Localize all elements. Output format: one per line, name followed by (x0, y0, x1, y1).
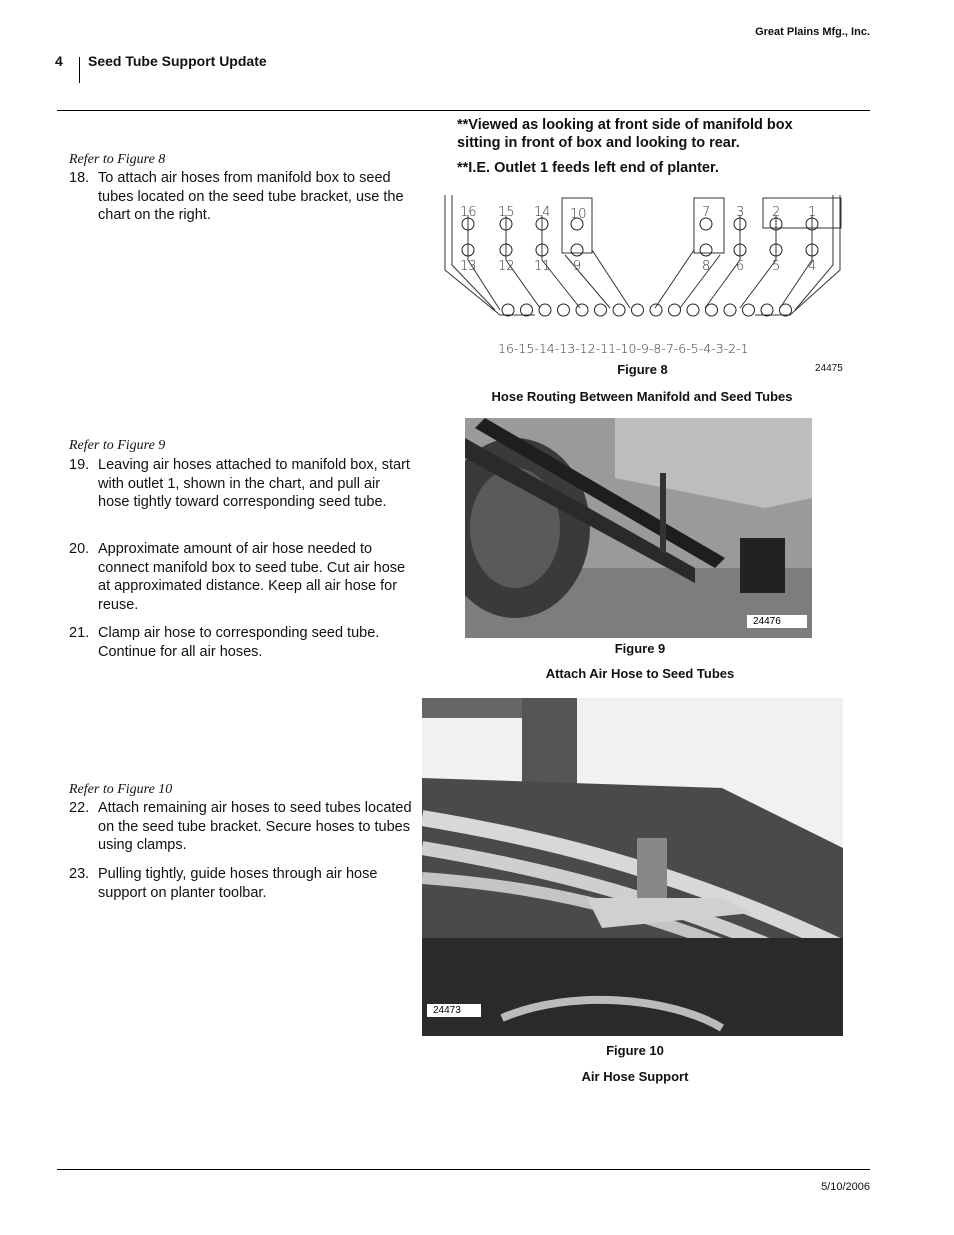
section-ref-figure-8: Refer to Figure 8 (69, 152, 166, 167)
hose-routing-diagram (440, 190, 850, 360)
page-number: 4 (55, 53, 63, 69)
outlet-sequence-label: 16-15-14-13-12-11-10-9-8-7-6-5-4-3-2-1 (498, 341, 749, 356)
step-19 (69, 456, 414, 512)
step-number: 18. (69, 170, 90, 186)
seed-tube-circle (576, 304, 588, 316)
step-23 (69, 865, 414, 902)
header-divider (79, 57, 80, 83)
routing-line (680, 255, 720, 308)
outlet-label: 13 (460, 259, 477, 274)
step-text: Leaving air hoses attached to manifold box, start with outlet 1, shown in the chart, and pull air hose tightly toward corresponding seed tube. (98, 457, 410, 510)
figure-10-photo (422, 698, 843, 1036)
step-22 (69, 799, 414, 855)
note-viewed: **Viewed as looking at front side of manifold box sitting in front of box and looking to rear. (457, 117, 793, 151)
figure-8-label: Figure 8 (617, 362, 668, 377)
note-outlet: **I.E. Outlet 1 feeds left end of planter. (457, 160, 719, 176)
outlet-label: 4 (808, 259, 817, 274)
outlet-label: 7 (702, 205, 711, 220)
seed-tube-circle (724, 304, 736, 316)
seed-tube-circle (706, 304, 718, 316)
outlet-label: 2 (772, 205, 781, 220)
step-number: 22. (69, 800, 90, 816)
outlet-label: 10 (570, 207, 587, 222)
figure-10-label: Figure 10 (606, 1043, 664, 1058)
seed-tube-circle (558, 304, 570, 316)
step-text: Approximate amount of air hose needed to connect manifold box to seed tube. Cut air hose at approximated distance. Keep all air hose for reuse. (98, 541, 406, 613)
step-number: 23. (69, 866, 90, 882)
figure-8-caption: Hose Routing Between Manifold and Seed Tubes (491, 389, 793, 404)
seed-tube-circle (521, 304, 533, 316)
company-name: Great Plains Mfg., Inc. (755, 26, 870, 38)
outlet-label: 11 (534, 259, 551, 274)
seed-tube-circle (669, 304, 681, 316)
seed-tube-circle (632, 304, 644, 316)
outlet-circle (700, 244, 712, 256)
seed-tube-circle (743, 304, 755, 316)
outlet-label: 3 (736, 205, 745, 220)
outlet-label: 14 (534, 205, 551, 220)
outlet-label: 1 (808, 205, 817, 220)
outlet-label: 16 (460, 205, 477, 220)
step-text: Attach remaining air hoses to seed tubes located on the seed tube bracket. Secure hoses to tubes using clamps. (98, 800, 412, 853)
outlet-label: 6 (736, 259, 745, 274)
outlet-circle (571, 244, 583, 256)
routing-line (445, 195, 535, 315)
figure-8-number: 24475 (815, 363, 843, 374)
figure-9-photo (465, 418, 812, 638)
seed-tube-circle (687, 304, 699, 316)
outlet-label: 9 (573, 259, 582, 274)
footer-rule (57, 1169, 870, 1170)
section-ref-figure-9: Refer to Figure 9 (69, 438, 166, 453)
seed-tube-circle (780, 304, 792, 316)
step-number: 20. (69, 541, 90, 557)
page-title: Seed Tube Support Update (88, 53, 267, 69)
outlet-label: 8 (702, 259, 711, 274)
step-18 (69, 169, 414, 225)
routing-line (565, 255, 610, 308)
seed-tube-circle (539, 304, 551, 316)
planter-photo-illustration (465, 418, 812, 638)
routing-line (755, 195, 840, 315)
footer-date: 5/10/2006 (821, 1181, 870, 1193)
step-text: Pulling tightly, guide hoses through air hose support on planter toolbar. (98, 866, 378, 901)
figure-10-caption: Air Hose Support (581, 1069, 689, 1084)
seed-tube-circle (761, 304, 773, 316)
outlet-label: 15 (498, 205, 515, 220)
seed-tube-circle (613, 304, 625, 316)
section-ref-figure-10: Refer to Figure 10 (69, 782, 173, 797)
header-rule (57, 110, 870, 111)
routing-line (655, 250, 694, 308)
step-21 (69, 624, 414, 661)
figure-10-number: 24473 (427, 1004, 481, 1017)
step-20 (69, 540, 414, 614)
step-text: To attach air hoses from manifold box to seed tubes located on the seed tube bracket, use the chart on the right. (98, 170, 404, 223)
routing-line (592, 250, 630, 308)
figure-9-number: 24476 (747, 615, 807, 628)
outlet-label: 5 (772, 259, 781, 274)
routing-line (740, 215, 776, 308)
air-hose-support-illustration (422, 698, 843, 1036)
step-number: 21. (69, 625, 90, 641)
seed-tube-circle (595, 304, 607, 316)
step-number: 19. (69, 457, 90, 473)
figure-9-caption: Attach Air Hose to Seed Tubes (545, 666, 735, 681)
outlet-label: 12 (498, 259, 515, 274)
figure-9-label: Figure 9 (614, 641, 666, 656)
seed-tube-circle (502, 304, 514, 316)
step-text: Clamp air hose to corresponding seed tube. Continue for all air hoses. (98, 625, 380, 660)
